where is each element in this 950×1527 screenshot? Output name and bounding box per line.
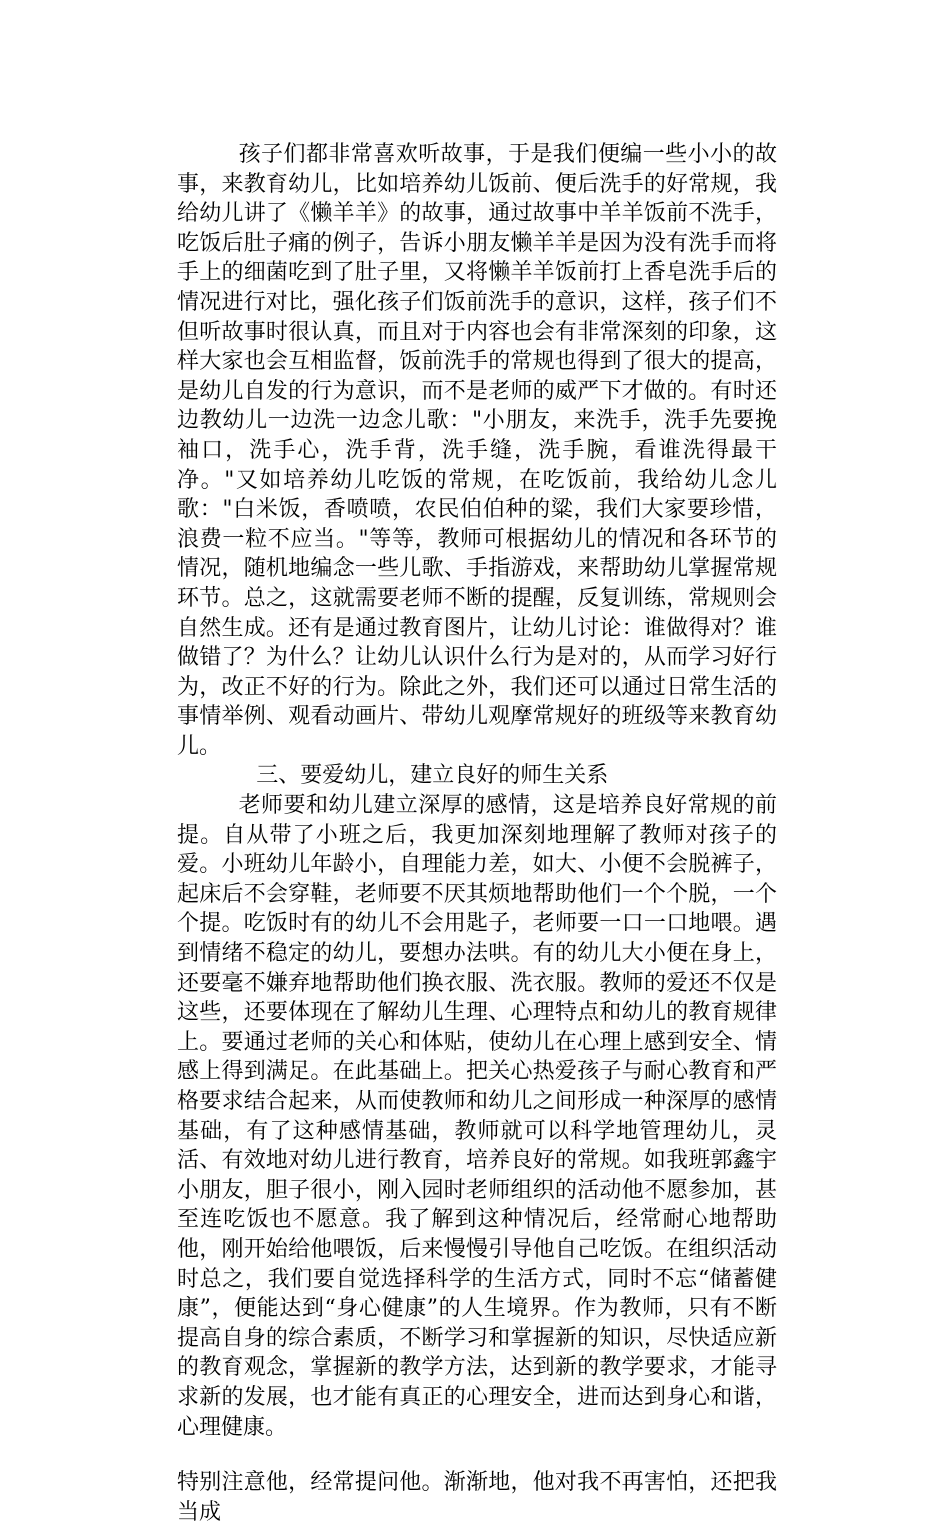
paragraph-gap [177,1442,777,1468]
section-heading-3: 三、要爱幼儿，建立良好的师生关系 [256,763,609,789]
paragraph-stories: 孩子们都非常喜欢听故事，于是我们便编一些小小的故事，来教育幼儿，比如培养幼儿饭前、便后洗手的好常规，我给幼儿讲了《懒羊羊》的故事，通过故事中羊羊饭前不洗手，吃饭后肚子痛的例子，告诉小朋友懒羊羊是因为没有洗手而将手上的细菌吃到了肚子里，又将懒羊羊饭前打上香皂洗手后的情况进行对比，强化孩子们饭前洗手的意识，这样，孩子们不但听故事时很认真，而且对于内容也会有非常深刻的印象，这样大家也会互相监督，饭前洗手的常规也得到了很大的提高，是幼儿自发的行为意识，而不是老师的威严下才做的。有时还边教幼儿一边洗一边念儿歌："小朋友，来洗手，洗手先要挽袖口，洗手心，洗手背，洗手缝，洗手腕，看谁洗得最干净。"又如培养幼儿吃饭的常规，在吃饭前，我给幼儿念儿歌："白米饭，香喷喷，农民伯伯种的粱，我们大家要珍惜，浪费一粒不应当。"等等，教师可根据幼儿的情况和各环节的情况，随机地编念一些儿歌、手指游戏，来帮助幼儿掌握常规环节。总之，这就需要老师不断的提醒，反复训练，常规则会自然生成。还有是通过教育图片，让幼儿讨论：谁做得对？谁做错了？为什么？让幼儿认识什么行为是对的，从而学习好行为，改正不好的行为。除此之外，我们还可以通过日常生活的事情举例、观看动画片、带幼儿观摩常规好的班级等来教育幼儿。 [177,142,777,759]
paragraph-teacher-love: 老师要和幼儿建立深厚的感情，这是培养良好常规的前提。自从带了小班之后，我更加深刻地理解了教师对孩子的爱。小班幼儿年龄小，自理能力差，如大、小便不会脱裤子，起床后不会穿鞋，老师要不厌其烦地帮助他们一个个脱，一个个提。吃饭时有的幼儿不会用匙子，老师要一口一口地喂。遇到情绪不稳定的幼儿，要想办法哄。有的幼儿大小便在身上，还要毫不嫌弃地帮助他们换衣服、洗衣服。教师的爱还不仅是这些，还要体现在了解幼儿生理、心理特点和幼儿的教育规律上。要通过老师的关心和体贴，使幼儿在心理上感到安全、情感上得到满足。在此基础上。把关心热爱孩子与耐心教育和严格要求结合起来，从而使教师和幼儿之间形成一种深厚的感情基础，有了这种感情基础，教师就可以科学地管理幼儿，灵活、有效地对幼儿进行教育，培养良好的常规。如我班郭鑫宇小朋友，胆子很小，刚入园时老师组织的活动他不愿参加，甚至连吃饭也不愿意。我了解到这种情况后，经常耐心地帮助他，刚开始给他喂饭，后来慢慢引导他自己吃饭。在组织活动时总之，我们要自觉选择科学的生活方式，同时不忘“储蓄健康”，便能达到“身心健康”的人生境界。作为教师，只有不断提高自身的综合素质，不断学习和掌握新的知识，尽快适应新的教育观念，掌握新的教学方法，达到新的教学要求，才能寻求新的发展，也才能有真正的心理安全，进而达到身心和谐，心理健康。 [177,793,777,1440]
document-page [177,140,777,1527]
paragraph-continuation: 特别注意他，经常提问他。渐渐地，他对我不再害怕，还把我当成 [177,1470,777,1525]
